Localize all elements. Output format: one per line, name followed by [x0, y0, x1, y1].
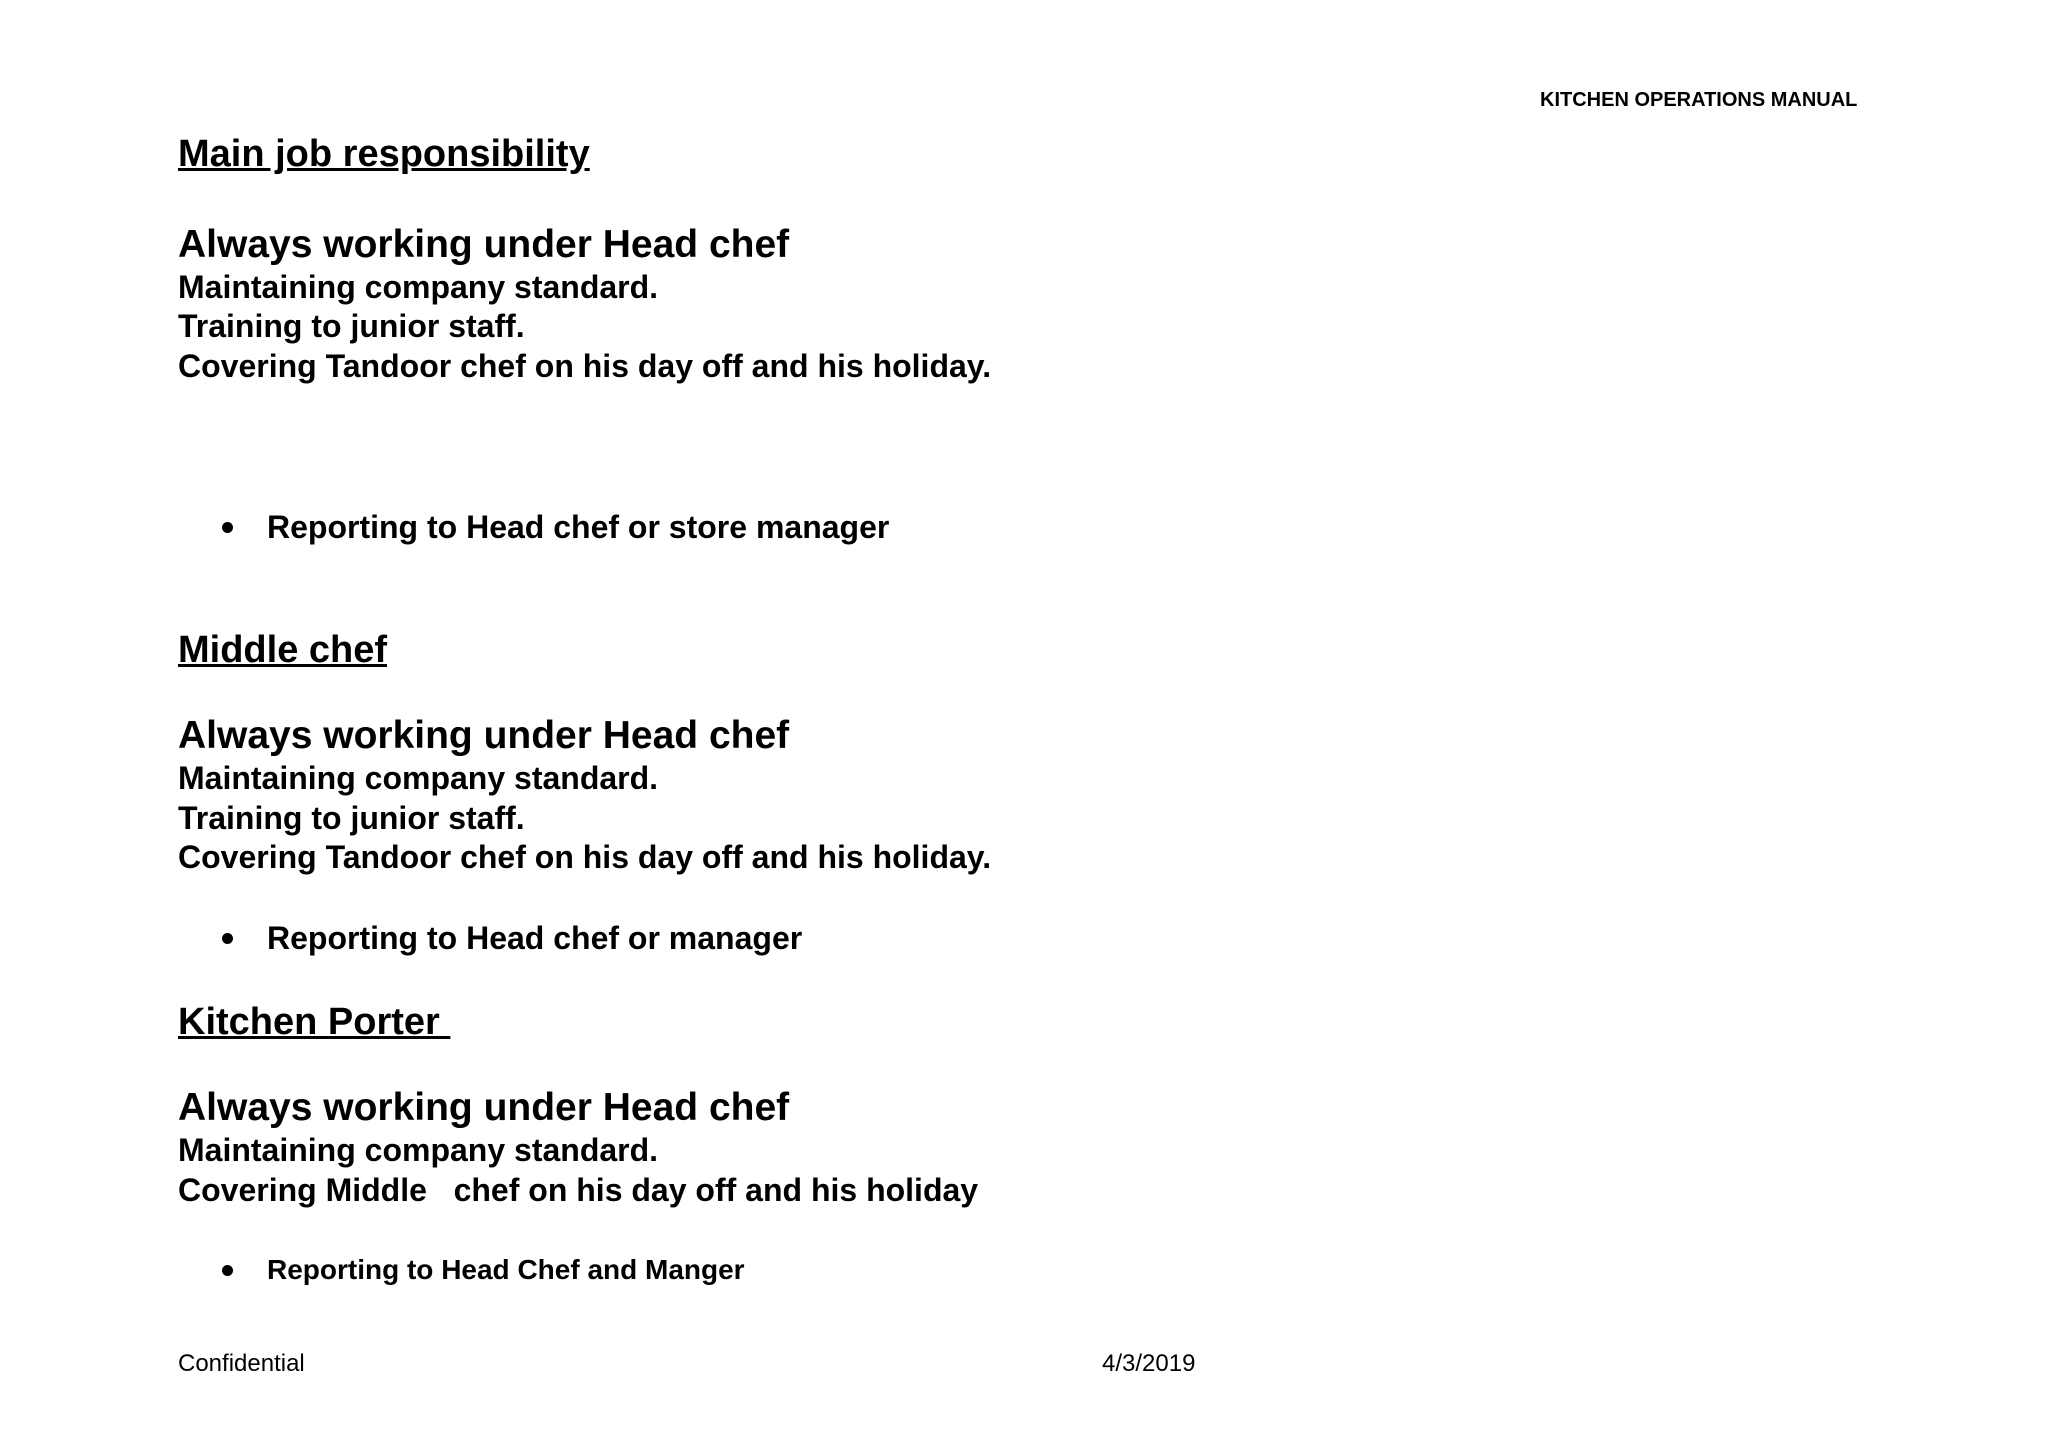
section-body-line: Covering Middle chef on his day off and his holiday — [178, 1172, 979, 1208]
section-heading-kitchen-porter: Kitchen Porter — [178, 1001, 451, 1043]
section-body-line: Training to junior staff. — [178, 308, 525, 344]
bullet-item — [222, 1253, 745, 1287]
section-body-line: Maintaining company standard. — [178, 1132, 659, 1168]
manual-title-header: KITCHEN OPERATIONS MANUAL — [1540, 89, 1858, 111]
section-body-line: Training to junior staff. — [178, 800, 525, 836]
bullet-item — [222, 918, 802, 958]
bullet-dot-icon — [222, 933, 233, 944]
bullet-dot-icon — [222, 522, 233, 533]
section-lead-line: Always working under Head chef — [178, 223, 790, 266]
section-lead-line: Always working under Head chef — [178, 1086, 790, 1129]
bullet-text: Reporting to Head chef or store manager — [267, 509, 890, 545]
footer-date: 4/3/2019 — [1102, 1350, 1196, 1377]
section-lead-line: Always working under Head chef — [178, 714, 790, 757]
section-body-line: Covering Tandoor chef on his day off and his holiday. — [178, 839, 992, 875]
section-heading-middle-chef: Middle chef — [178, 629, 388, 671]
bullet-item — [222, 507, 889, 547]
bullet-dot-icon — [222, 1265, 233, 1276]
section-body-line: Maintaining company standard. — [178, 269, 659, 305]
footer-confidential: Confidential — [178, 1350, 305, 1377]
section-body-line: Maintaining company standard. — [178, 760, 659, 796]
bullet-text: Reporting to Head Chef and Manger — [267, 1254, 745, 1285]
bullet-text: Reporting to Head chef or manager — [267, 920, 803, 956]
section-heading-main-job-responsibility: Main job responsibility — [178, 133, 590, 175]
section-body-line: Covering Tandoor chef on his day off and his holiday. — [178, 348, 992, 384]
